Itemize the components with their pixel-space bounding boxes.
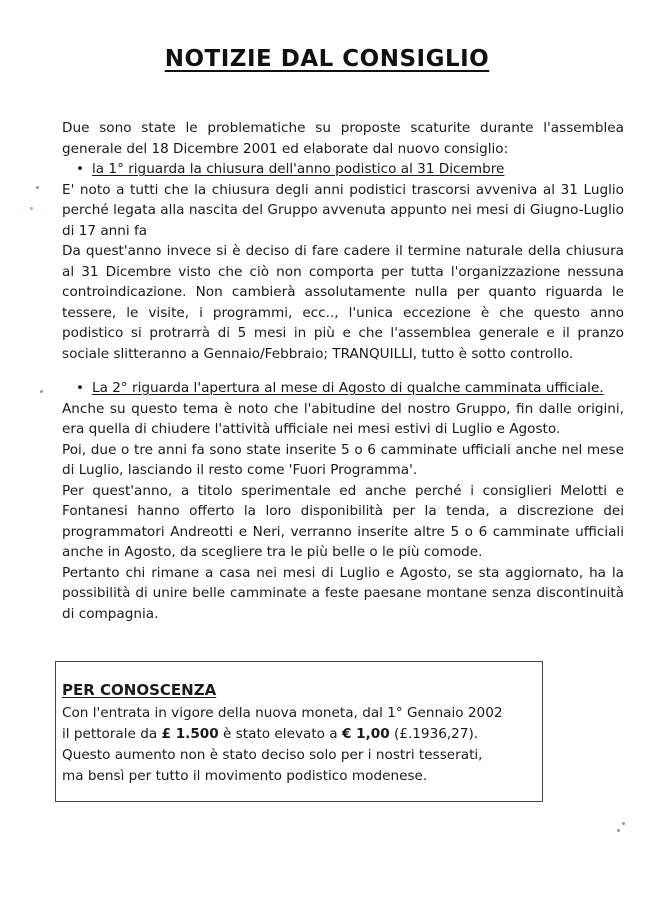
item2-paragraph-2: Poi, due o tre anni fa sono state inserite 5 o 6 camminate ufficiali anche nel mese di Luglio, lasciando il resto come 'Fuori Programma'. [62, 441, 624, 478]
notice-line-4: ma bensì per tutto il movimento podistico modenese. [62, 768, 428, 784]
scan-speck [36, 186, 39, 189]
item2-heading: • La 2° riguarda l'apertura al mese di Agosto di qualche camminata ufficiale. [76, 378, 624, 399]
item1-paragraph-1: E' noto a tutti che la chiusura degli anni podistici trascorsi avveniva al 31 Luglio perché legata alla nascita del Gruppo avvenuta appunto nei mesi di Giugno-Luglio di 17 anni fa [62, 181, 624, 239]
item1-heading: • la 1° riguarda la chiusura dell'anno podistico al 31 Dicembre [76, 159, 624, 180]
notice-line-3: Questo aumento non è stato deciso solo per i nostri tesserati, [62, 747, 483, 763]
scan-speck [617, 829, 620, 832]
old-price: £ 1.500 [161, 726, 219, 742]
item2-paragraph-1: Anche su questo tema è noto che l'abitudine del nostro Gruppo, fin dalle origini, era quella di chiudere l'attività ufficiale nei mesi estivi di Luglio e Agosto. [62, 400, 624, 437]
bullet-icon: • [76, 161, 85, 177]
scan-speck [30, 207, 33, 210]
notice-title: PER CONOSCENZA [62, 681, 217, 699]
item2-paragraph-4: Pertanto chi rimane a casa nei mesi di Luglio e Agosto, se sta aggiornato, ha la possibilità di unire belle camminate a feste paesane montane senza discontinuità di compagnia. [62, 564, 624, 622]
scan-speck [622, 822, 625, 825]
document-body [62, 118, 624, 624]
notice-line-2: il pettorale da £ 1.500 è stato elevato a € 1,00 (£.1936,27). [62, 726, 479, 742]
section-gap [62, 364, 624, 378]
notice-box [55, 661, 543, 802]
item1-paragraph-2: Da quest'anno invece si è deciso di fare cadere il termine naturale della chiusura al 31 Dicembre visto che ciò non comporta per tutta l'organizzazione nessuna controindicazione. Non cambierà assolutamente nulla per quanto riguarda le tessere, le visite, i programmi, ecc.., l'unica eccezione è che questo anno podistico si protrarrà di 5 mesi in più e che l'assemblea generale e il pranzo sociale slitteranno a Gennaio/Febbraio; TRANQUILLI, tutto è sotto controllo. [62, 243, 624, 362]
scan-speck [40, 390, 43, 393]
page-title: NOTIZIE DAL CONSIGLIO [164, 46, 490, 72]
intro-paragraph: Due sono state le problematiche su proposte scaturite durante l'assemblea generale del 18 Dicembre 2001 ed elaborate dal nuovo consiglio: [62, 120, 624, 157]
new-price: € 1,00 [341, 726, 390, 742]
notice-line-1: Con l'entrata in vigore della nuova moneta, dal 1° Gennaio 2002 [62, 705, 503, 721]
item2-paragraph-3: Per quest'anno, a titolo sperimentale ed anche perché i consiglieri Melotti e Fontanesi hanno offerto la loro disponibilità per la tenda, a discrezione dei programmatori Andreotti e Neri, verranno inserite altre 5 o 6 camminate ufficiali anche in Agosto, da scegliere tra le più belle o le più comode. [62, 482, 624, 560]
bullet-icon: • [76, 380, 85, 396]
